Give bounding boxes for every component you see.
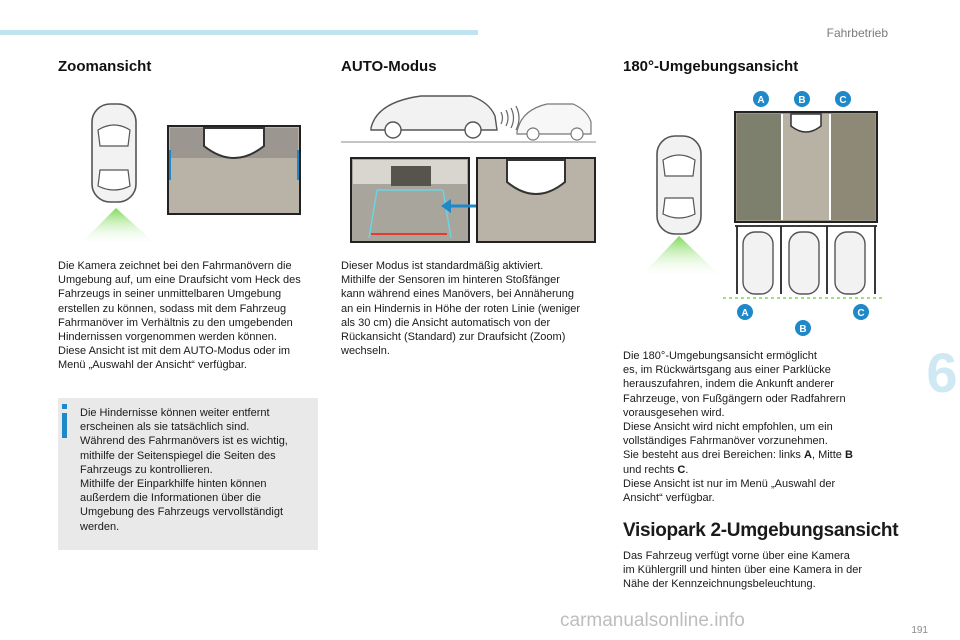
- svg-text:B: B: [798, 95, 806, 106]
- visiopark-text: Das Fahrzeug verfügt vorne über eine Kamera im Kühlergrill und hinten über eine Kamera in der Nähe der Kennzeichnungsbeleuchtung.: [623, 550, 863, 591]
- label-b-bottom-icon: [795, 320, 811, 336]
- obstacle-car-icon: [517, 104, 591, 140]
- auto-mode-illustration: [341, 86, 601, 246]
- camera-screen-zoom: [168, 126, 300, 214]
- view-180-title: 180°-Umgebungsansicht: [623, 58, 799, 75]
- info-icon: [62, 404, 67, 438]
- zoom-view-title: Zoomansicht: [58, 58, 152, 75]
- top-accent-bar: [0, 30, 478, 35]
- zoom-view-illustration: [58, 90, 318, 250]
- svg-text:C: C: [857, 308, 865, 319]
- visiopark-title: Visiopark 2-Umgebungsansicht: [623, 520, 899, 541]
- svg-text:A: A: [741, 308, 749, 319]
- label-c-bottom-icon: [853, 304, 869, 320]
- section-header: Fahrbetrieb: [826, 26, 888, 40]
- camera-screen-zoom-small: [477, 158, 595, 242]
- label-b-top-icon: [794, 91, 810, 107]
- label-a-top-icon: [753, 91, 769, 107]
- info-note-text: Die Hindernisse können weiter entfernt erscheinen als sie tatsächlich sind. Während des Fahrmanövers ist es wichtig, mithilfe der Seitenspiegel die Seiten des Fahrzeugs zu kontrollieren. Mithilfe der Einparkhilfe hinten können außerdem die Informationen über die Umgebung des Fahrzeugs vervollständigt werden.: [80, 407, 288, 533]
- label-c-top-icon: [835, 91, 851, 107]
- view-180-text: Die 180°-Umgebungsansicht ermöglicht es, im Rückwärtsgang aus einer Parklücke herauszufahren, indem die Ankunft anderer Fahrzeuge, von Fußgängern oder Radfahrern vorausgesehen wird. Diese Ansicht wird nicht empfohlen, um ein vollständiges Fahrmanöver vorzunehmen. Sie besteht aus drei Bereichen: links A, Mitte B und rechts C. Diese Ansicht ist nur im Menü „Auswahl der Ansicht“ verfügbar.: [623, 350, 853, 505]
- zoom-view-text: Die Kamera zeichnet bei den Fahrmanövern die Umgebung auf, um eine Draufsicht vom Heck des Fahrzeugs in seiner unmittelbaren Umgebung erstellen zu können, sodass mit dem Fahrzeug Fahrmanöver im Verhältnis zu den umgebenden Hindernissen vorgenommen werden können. Diese Ansicht ist mit dem AUTO-Modus oder im Menü „Auswahl der Ansicht“ verfügbar.: [58, 260, 301, 372]
- car-topview-icon-2: [657, 136, 701, 234]
- auto-mode-title: AUTO-Modus: [341, 58, 437, 75]
- auto-mode-text: Dieser Modus ist standardmäßig aktiviert. Mithilfe der Sensoren im hinteren Stoßfänger kann während eines Manövers, bei Annäherung an ein Hindernis in Höhe der roten Linie (weniger als 30 cm) die Ansicht automatisch von der Rückansicht (Standard) zur Draufsicht (Zoom) wechseln.: [341, 260, 581, 358]
- rear-camera-field: [639, 236, 723, 278]
- sensor-waves-icon: [501, 106, 519, 130]
- car-topview-icon: [92, 104, 136, 202]
- camera-field-of-view: [78, 208, 158, 246]
- svg-text:B: B: [799, 324, 807, 335]
- view-180-illustration: [623, 86, 885, 342]
- watermark: carmanualsonline.info: [560, 610, 745, 631]
- svg-text:C: C: [839, 95, 847, 106]
- chapter-number: 6: [924, 338, 960, 408]
- parked-car-left: [743, 232, 773, 294]
- svg-text:A: A: [757, 95, 765, 106]
- info-note-box: [58, 398, 318, 550]
- camera-screen-rear: [351, 158, 469, 242]
- panoramic-camera-screen: [735, 112, 877, 222]
- car-sideview-icon: [371, 96, 497, 138]
- page-number: 191: [911, 625, 928, 636]
- parked-car-center: [789, 232, 819, 294]
- parked-car-right: [835, 232, 865, 294]
- label-a-bottom-icon: [737, 304, 753, 320]
